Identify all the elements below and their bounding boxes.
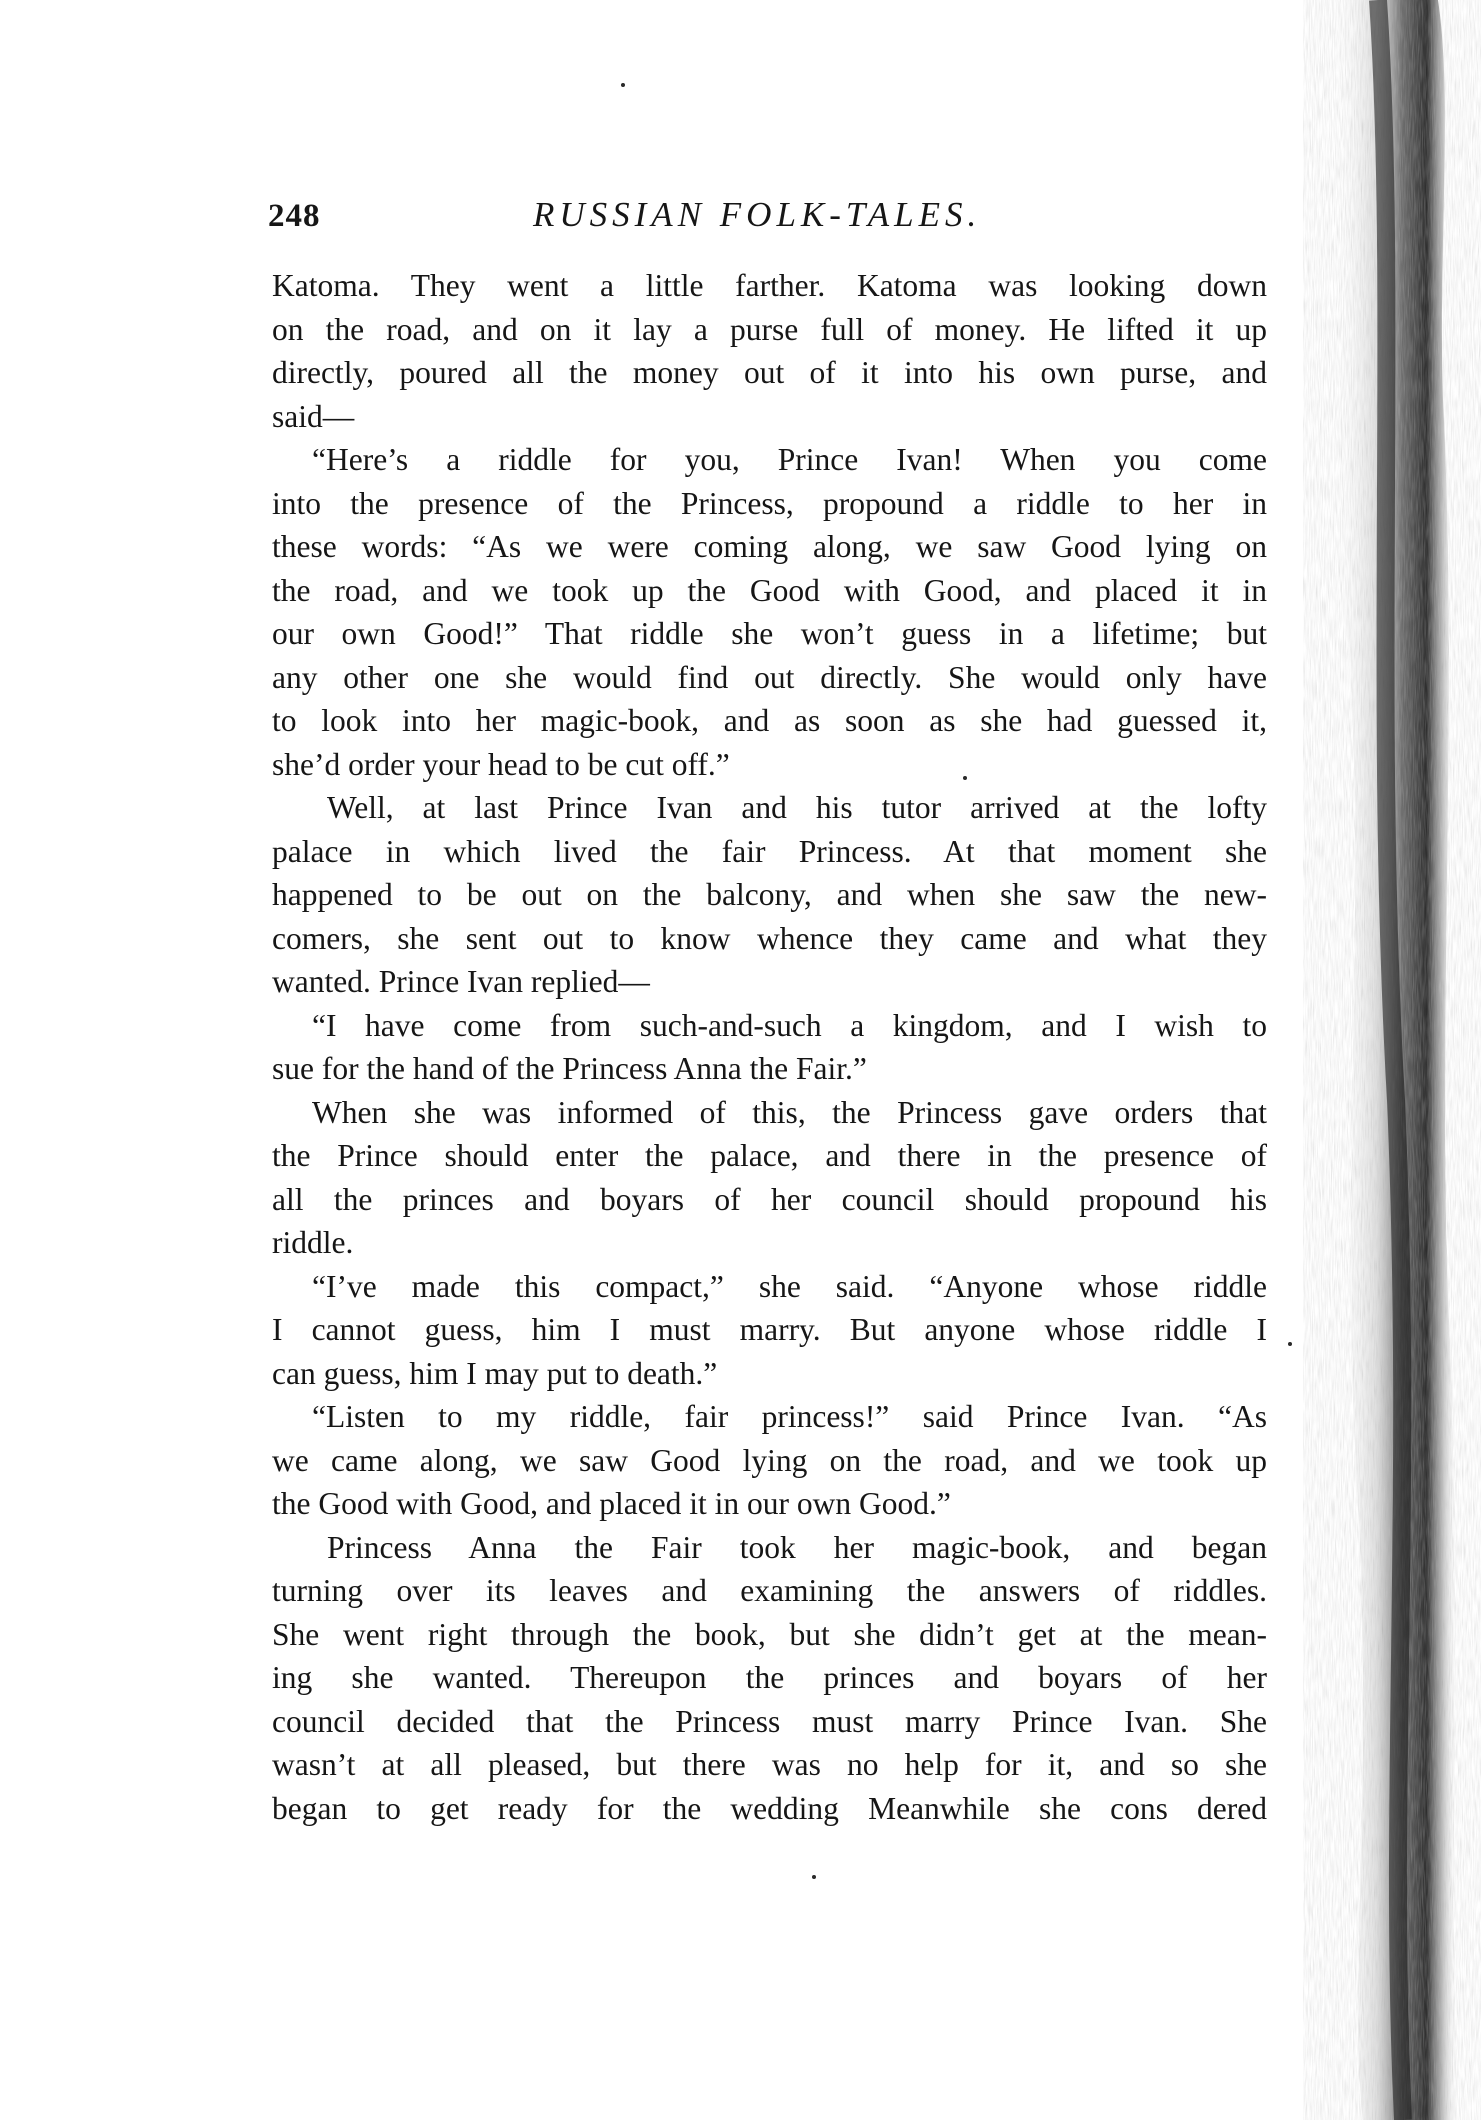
text-line: directly, poured all the money out of it into his own purse, and (272, 355, 1267, 390)
text-line: all the princes and boyars of her council should propound his (272, 1181, 1267, 1217)
text-line: She went right through the book, but she didn’t get at the mean- (272, 1616, 1267, 1652)
text-line: ing she wanted. Thereupon the princes and boyars of her (272, 1660, 1267, 1695)
text-line: Well, at last Prince Ivan and his tutor arrived at the lofty (327, 790, 1267, 825)
text-line: can guess, him I may put to death.” (272, 1355, 718, 1391)
text-line: the road, and we took up the Good with Good, and placed it in (272, 572, 1267, 608)
text-line: Katoma. They went a little farther. Katoma was looking down (272, 268, 1267, 303)
text-line: “Here’s a riddle for you, Prince Ivan! When you come (312, 442, 1267, 477)
text-line: “I’ve made this compact,” she said. “Anyone whose riddle (312, 1268, 1267, 1304)
text-line: she’d order your head to be cut off.” (272, 746, 730, 782)
text-line: our own Good!” That riddle she won’t guess in a lifetime; but (272, 616, 1267, 651)
text-line: turning over its leaves and examining the answers of riddles. (272, 1573, 1267, 1608)
text-line: wasn’t at all pleased, but there was no help for it, and so she (272, 1747, 1267, 1782)
scan-speck (1288, 1342, 1292, 1346)
text-line: the Prince should enter the palace, and there in the presence of (272, 1138, 1267, 1173)
scan-speck (621, 83, 625, 87)
text-line: Princess Anna the Fair took her magic-book, and began (327, 1529, 1267, 1565)
text-line: happened to be out on the balcony, and when she saw the new- (272, 877, 1267, 912)
text-line: we came along, we saw Good lying on the road, and we took up (272, 1442, 1267, 1478)
text-line: began to get ready for the wedding Meanwhile she cons dered (272, 1790, 1267, 1826)
text-line: sue for the hand of the Princess Anna the Fair.” (272, 1051, 867, 1086)
text-line: riddle. (272, 1225, 354, 1260)
running-title: RUSSIAN FOLK-TALES. (533, 195, 982, 234)
text-line: wanted. Prince Ivan replied— (272, 964, 650, 999)
binding-shadow (1288, 0, 1481, 2120)
text-line: to look into her magic-book, and as soon as she had guessed it, (272, 703, 1267, 738)
text-line: into the presence of the Princess, propound a riddle to her in (272, 485, 1267, 521)
page-number: 248 (268, 198, 321, 234)
text-line: said— (272, 398, 355, 434)
text-line: any other one she would find out directly. She would only have (272, 659, 1267, 695)
text-line: the Good with Good, and placed it in our own Good.” (272, 1486, 951, 1521)
scan-speck (963, 776, 967, 780)
text-line: I cannot guess, him I must marry. But anyone whose riddle I (272, 1312, 1267, 1347)
scan-speck (812, 1875, 816, 1879)
text-line: comers, she sent out to know whence they came and what they (272, 920, 1267, 956)
text-line: “I have come from such-and-such a kingdom, and I wish to (312, 1007, 1267, 1043)
text-line: these words: “As we were coming along, we saw Good lying on (272, 529, 1267, 564)
text-line: on the road, and on it lay a purse full of money. He lifted it up (272, 311, 1267, 347)
page-header (268, 195, 1278, 248)
text-line: When she was informed of this, the Princess gave orders that (312, 1094, 1267, 1130)
text-line: “Listen to my riddle, fair princess!” said Prince Ivan. “As (312, 1399, 1267, 1434)
text-line: palace in which lived the fair Princess. At that moment she (272, 833, 1267, 869)
text-line: council decided that the Princess must marry Prince Ivan. She (272, 1703, 1267, 1739)
text-body (272, 264, 1267, 1830)
